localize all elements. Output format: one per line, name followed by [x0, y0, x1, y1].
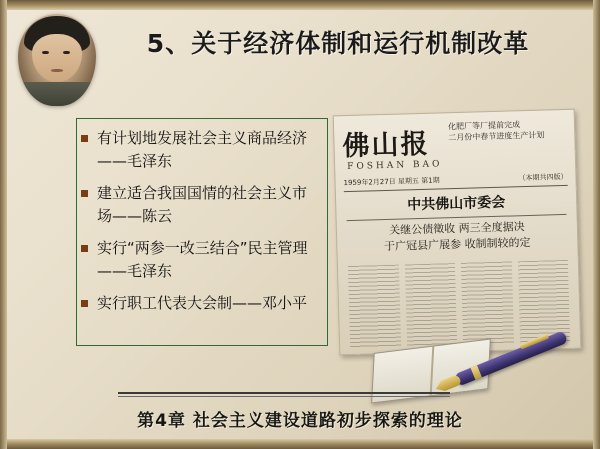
list-item	[81, 292, 321, 315]
newspaper-column	[461, 261, 514, 344]
square-bullet-icon	[81, 245, 88, 252]
list-item	[81, 127, 321, 173]
square-bullet-icon	[81, 300, 88, 307]
newspaper-masthead-latin: FOSHAN BAO	[347, 159, 443, 173]
newspaper-column	[517, 260, 570, 343]
newspaper-subhead-line2: 于广冠县广展参 收制制较的定	[383, 235, 531, 254]
newspaper-masthead: 佛山报	[342, 128, 430, 163]
footer-divider-secondary	[118, 396, 450, 397]
decorative-left-band	[0, 0, 7, 449]
newspaper-column	[348, 265, 401, 348]
notebook-spine	[430, 346, 435, 395]
newspaper-subhead-line1: 关继公债徵收 两三全度据决	[388, 220, 525, 237]
portrait-face	[32, 34, 82, 82]
newspaper-date-right: （本期共四版）	[518, 172, 568, 183]
pen-band	[471, 365, 482, 380]
square-bullet-icon	[81, 135, 88, 142]
footer-divider	[118, 392, 450, 394]
footer-chapter-label: 第4章 社会主义建设道路初步探索的理论	[137, 411, 463, 431]
decorative-top-band	[0, 0, 600, 10]
newspaper-headline: 中共佛山市委会	[346, 190, 567, 221]
newspaper-header-right-line1: 化肥厂等厂提前完成	[447, 120, 521, 132]
bullet-list-box	[76, 118, 328, 346]
mao-portrait-image	[18, 14, 96, 106]
newspaper-header-right	[448, 118, 567, 143]
list-item-label: 建立适合我国国情的社会主义市场——陈云	[97, 184, 308, 225]
newspaper-date-left: 1959年2月27日 星期五 第1期	[343, 176, 440, 188]
list-item-label: 有计划地发展社会主义商品经济——毛泽东	[97, 129, 308, 170]
newspaper-image	[333, 109, 582, 356]
newspaper-columns	[348, 260, 570, 348]
list-item-label: 实行职工代表大会制——邓小平	[97, 294, 308, 312]
list-item	[81, 182, 321, 228]
page-title: 5、关于经济体制和运行机制改革	[146, 29, 530, 58]
newspaper-column	[404, 263, 457, 346]
decorative-right-band	[593, 0, 600, 449]
square-bullet-icon	[81, 190, 88, 197]
newspaper-dateline	[343, 172, 567, 192]
list-item	[81, 237, 321, 283]
portrait-mouth	[51, 69, 63, 72]
decorative-bottom-band	[0, 439, 600, 449]
newspaper-header-right-line2: 二月份中春节进度生产计划	[448, 130, 545, 143]
list-item-label: 实行“两参一改三结合”民主管理——毛泽东	[97, 239, 308, 280]
newspaper-subhead	[349, 218, 566, 256]
portrait-collar	[18, 82, 96, 106]
